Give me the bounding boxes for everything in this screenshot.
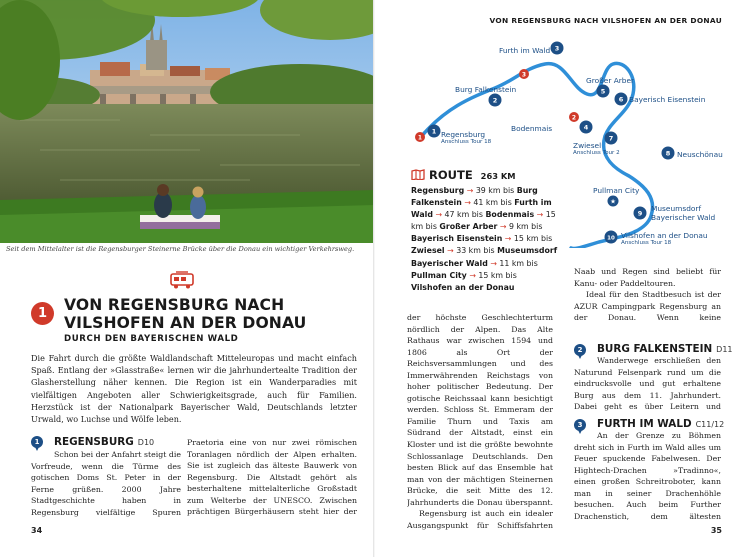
svg-text:6: 6 — [618, 95, 624, 104]
running-head: VON REGENSBURG NACH VILSHOFEN AN DER DONAU — [489, 16, 722, 25]
map-pin-3 — [551, 42, 564, 55]
tour-subtitle: DURCH DEN BAYERISCHEN WALD — [64, 334, 239, 344]
tour-title-line1: VON REGENSBURG NACH — [64, 296, 285, 314]
pin-number: 3 — [574, 419, 586, 431]
map-label-vilshofen: Vilshofen an der Donau Anschluss Tour 18 — [621, 231, 708, 246]
body-column-1: Schon bei der Anfahrt steigt die Vorfreude, wenn die Türme des gotischen Doms St. Peter in der Ferne grüßen. 2000 Jahre Stadtgeschichte haben in Regensburg vielfältige Spuren — [31, 450, 181, 517]
map-pin-6 — [615, 93, 628, 106]
map-pin-10 — [605, 231, 618, 244]
section-heading-furth-im-wald — [597, 418, 724, 430]
map-grid-code: C11/12 — [695, 420, 725, 429]
route-title: ROUTE — [429, 168, 473, 182]
pin-number: 2 — [574, 344, 586, 356]
body-column-2: Praetoria eine von nur zwei römischen Toranlagen nördlich der Alpen erhalten. Sie ist zugleich das älteste Bauwerk von Regensburg. Die Altstadt gehört als besterhaltene mittelalterliche Großstadt zum Welterbe der UNESCO. Zwischen prächtigen Bürgerhäusern steht hier der — [187, 438, 357, 517]
map-label-bodenmais: Bodenmais — [511, 124, 553, 133]
svg-text:1: 1 — [417, 134, 423, 142]
body-column-4-top: Naab und Regen sind beliebt für Kanu- oder Paddeltouren. — [574, 267, 721, 288]
map-pin-1 — [428, 125, 441, 138]
pin-number: 1 — [31, 436, 43, 448]
svg-text:3: 3 — [521, 71, 527, 79]
svg-text:5: 5 — [600, 87, 606, 96]
route-heading — [411, 168, 516, 182]
body-column-4-camping: Ideal für den Stadtbesuch ist der AZUR Campingpark Regensburg an der Donau. Wenn keine — [574, 290, 721, 323]
regensburg-river-photo — [0, 0, 375, 243]
lead-paragraph: Die Fahrt durch die größte Waldlandschaft Mitteleuropas und macht einfach Spaß. Entlang der »Glasstraße« lernen wir die jahrhundertealte Tradition der Glasherstellung näher kennen. Die Region ist ein Wanderparadies mit vielfältigen Angeboten aller Schwierigkeitsgrade, auch für Familien. Herzstück ist der Nationalpark Bayerischer Wald, Deutschlands letzter Urwald, wo Luchse und Wölfe leben. — [31, 353, 357, 425]
map-grid-code: D11 — [716, 345, 733, 354]
map-label-zwiesel: Zwiesel Anschluss Tour 2 — [573, 141, 620, 156]
svg-text:9: 9 — [637, 209, 643, 218]
map-pin-9 — [634, 207, 647, 220]
body-column-3-end: Regensburg ist auch ein idealer Ausgangspunkt für Schiffsfahrten — [407, 509, 553, 530]
svg-text:★: ★ — [610, 197, 616, 206]
map-label-pullman-city: Pullman City — [593, 186, 640, 195]
map-pin-star — [608, 196, 619, 207]
svg-text:2: 2 — [571, 114, 577, 122]
map-label-museumsdorf: Museumsdorf Bayerischer Wald — [651, 204, 716, 222]
map-grid-code: D10 — [137, 438, 155, 447]
map-pin-5 — [597, 85, 610, 98]
map-label-neuschoenau: Neuschönau — [677, 150, 723, 159]
map-label-zwiesel-sub: Anschluss Tour 2 — [573, 150, 620, 156]
map-label-furth-im-wald: Furth im Wald — [499, 46, 551, 55]
tour-title — [64, 296, 364, 332]
svg-text:10: 10 — [607, 235, 615, 242]
tour-title-line2: VILSHOFEN AN DER DONAU — [64, 314, 307, 332]
map-pin-4 — [580, 121, 593, 134]
right-page — [375, 0, 750, 557]
page-number-left: 34 — [31, 526, 43, 535]
map-icon — [411, 169, 425, 180]
photo-caption: Seit dem Mittelalter ist die Regensburger Steinerne Brücke über die Donau ein wichtiger Verkehrsweg. — [6, 245, 355, 253]
page-number-right: 35 — [710, 526, 722, 535]
section-title: BURG FALKENSTEIN — [597, 343, 713, 355]
svg-text:1: 1 — [431, 127, 437, 136]
map-label-bayerisch-eisenstein: Bayerisch Eisenstein — [629, 95, 706, 104]
section-heading-regensburg — [54, 436, 154, 448]
map-label-burg-falkenstein: Burg Falkenstein — [455, 85, 517, 94]
hero-photo — [0, 0, 375, 243]
svg-text:3: 3 — [554, 44, 560, 53]
route-distance: 263 KM — [480, 171, 516, 181]
route-stages: Regensburg → 39 km bis Burg Falkenstein → 41 km bis Furth im Wald → 47 km bis Bodenmais → 15 km bis Großer Arber → 9 km bis Bayerisch Eisenstein → 15 km bis Zwiesel → 33 km bis Museumsdorf Bayerischer Wald → 11 km bis Pullman City → 15 km bis Vilshofen an der Donau — [411, 186, 558, 292]
svg-text:2: 2 — [492, 96, 498, 105]
tour-number-badge: 1 — [31, 302, 54, 325]
map-label-regensburg: Regensburg Anschluss Tour 18 — [441, 130, 492, 145]
section-heading-burg-falkenstein — [597, 343, 733, 355]
section-text-burg-falkenstein: Wanderwege erschließen den Naturund Felsenpark rund um die eindrucksvolle und gut erhaltene Burg aus dem 11. Jahrhundert. Dabei geht es über Leitern und — [574, 356, 721, 412]
section-title: REGENSBURG — [54, 436, 134, 448]
map-label-regensburg-sub: Anschluss Tour 18 — [441, 139, 492, 145]
map-label-vilshofen-sub: Anschluss Tour 18 — [621, 240, 672, 246]
map-pin-2 — [489, 94, 502, 107]
map-pin-8 — [662, 147, 675, 160]
body-column-3: der höchste Geschlechterturm nördlich der Alpen. Das Alte Rathaus war zwischen 1594 und 1806 als Ort der Reichsversammlungen und des Immerwährenden Reichstags von hoher politischer Bedeutung. Der gotische Reichssaal kann besichtigt werden. Schloss St. Emmeram der Familie Thurn und Taxis am Südrand der Altstadt, einst ein Kloster und ist die größte bewohnte Schlossanlage Deutschlands. Den besten Blick auf das Ensemble hat man von der mächtigen Steinernen Brücke, die seit Mitte des 12. Jahrhunderts die Donau überspannt. — [407, 313, 553, 507]
camper-van-icon — [170, 270, 194, 290]
svg-text:8: 8 — [665, 149, 671, 158]
section-text-furth-im-wald: An der Grenze zu Böhmen dreht sich in Furth im Wald alles um Feuer spuckende Fabelwesen. Der Hightech-Drachen »Tradinno«, einen großen Schreitroboter, kann man in seiner Drachenhöhle besuchen. Auch beim Further Drachenstich, dem ältesten — [574, 431, 721, 521]
section-title: FURTH IM WALD — [597, 418, 692, 430]
svg-text:4: 4 — [583, 123, 589, 132]
svg-text:7: 7 — [608, 134, 614, 143]
map-label-grosser-arber: Großer Arber — [586, 76, 635, 85]
